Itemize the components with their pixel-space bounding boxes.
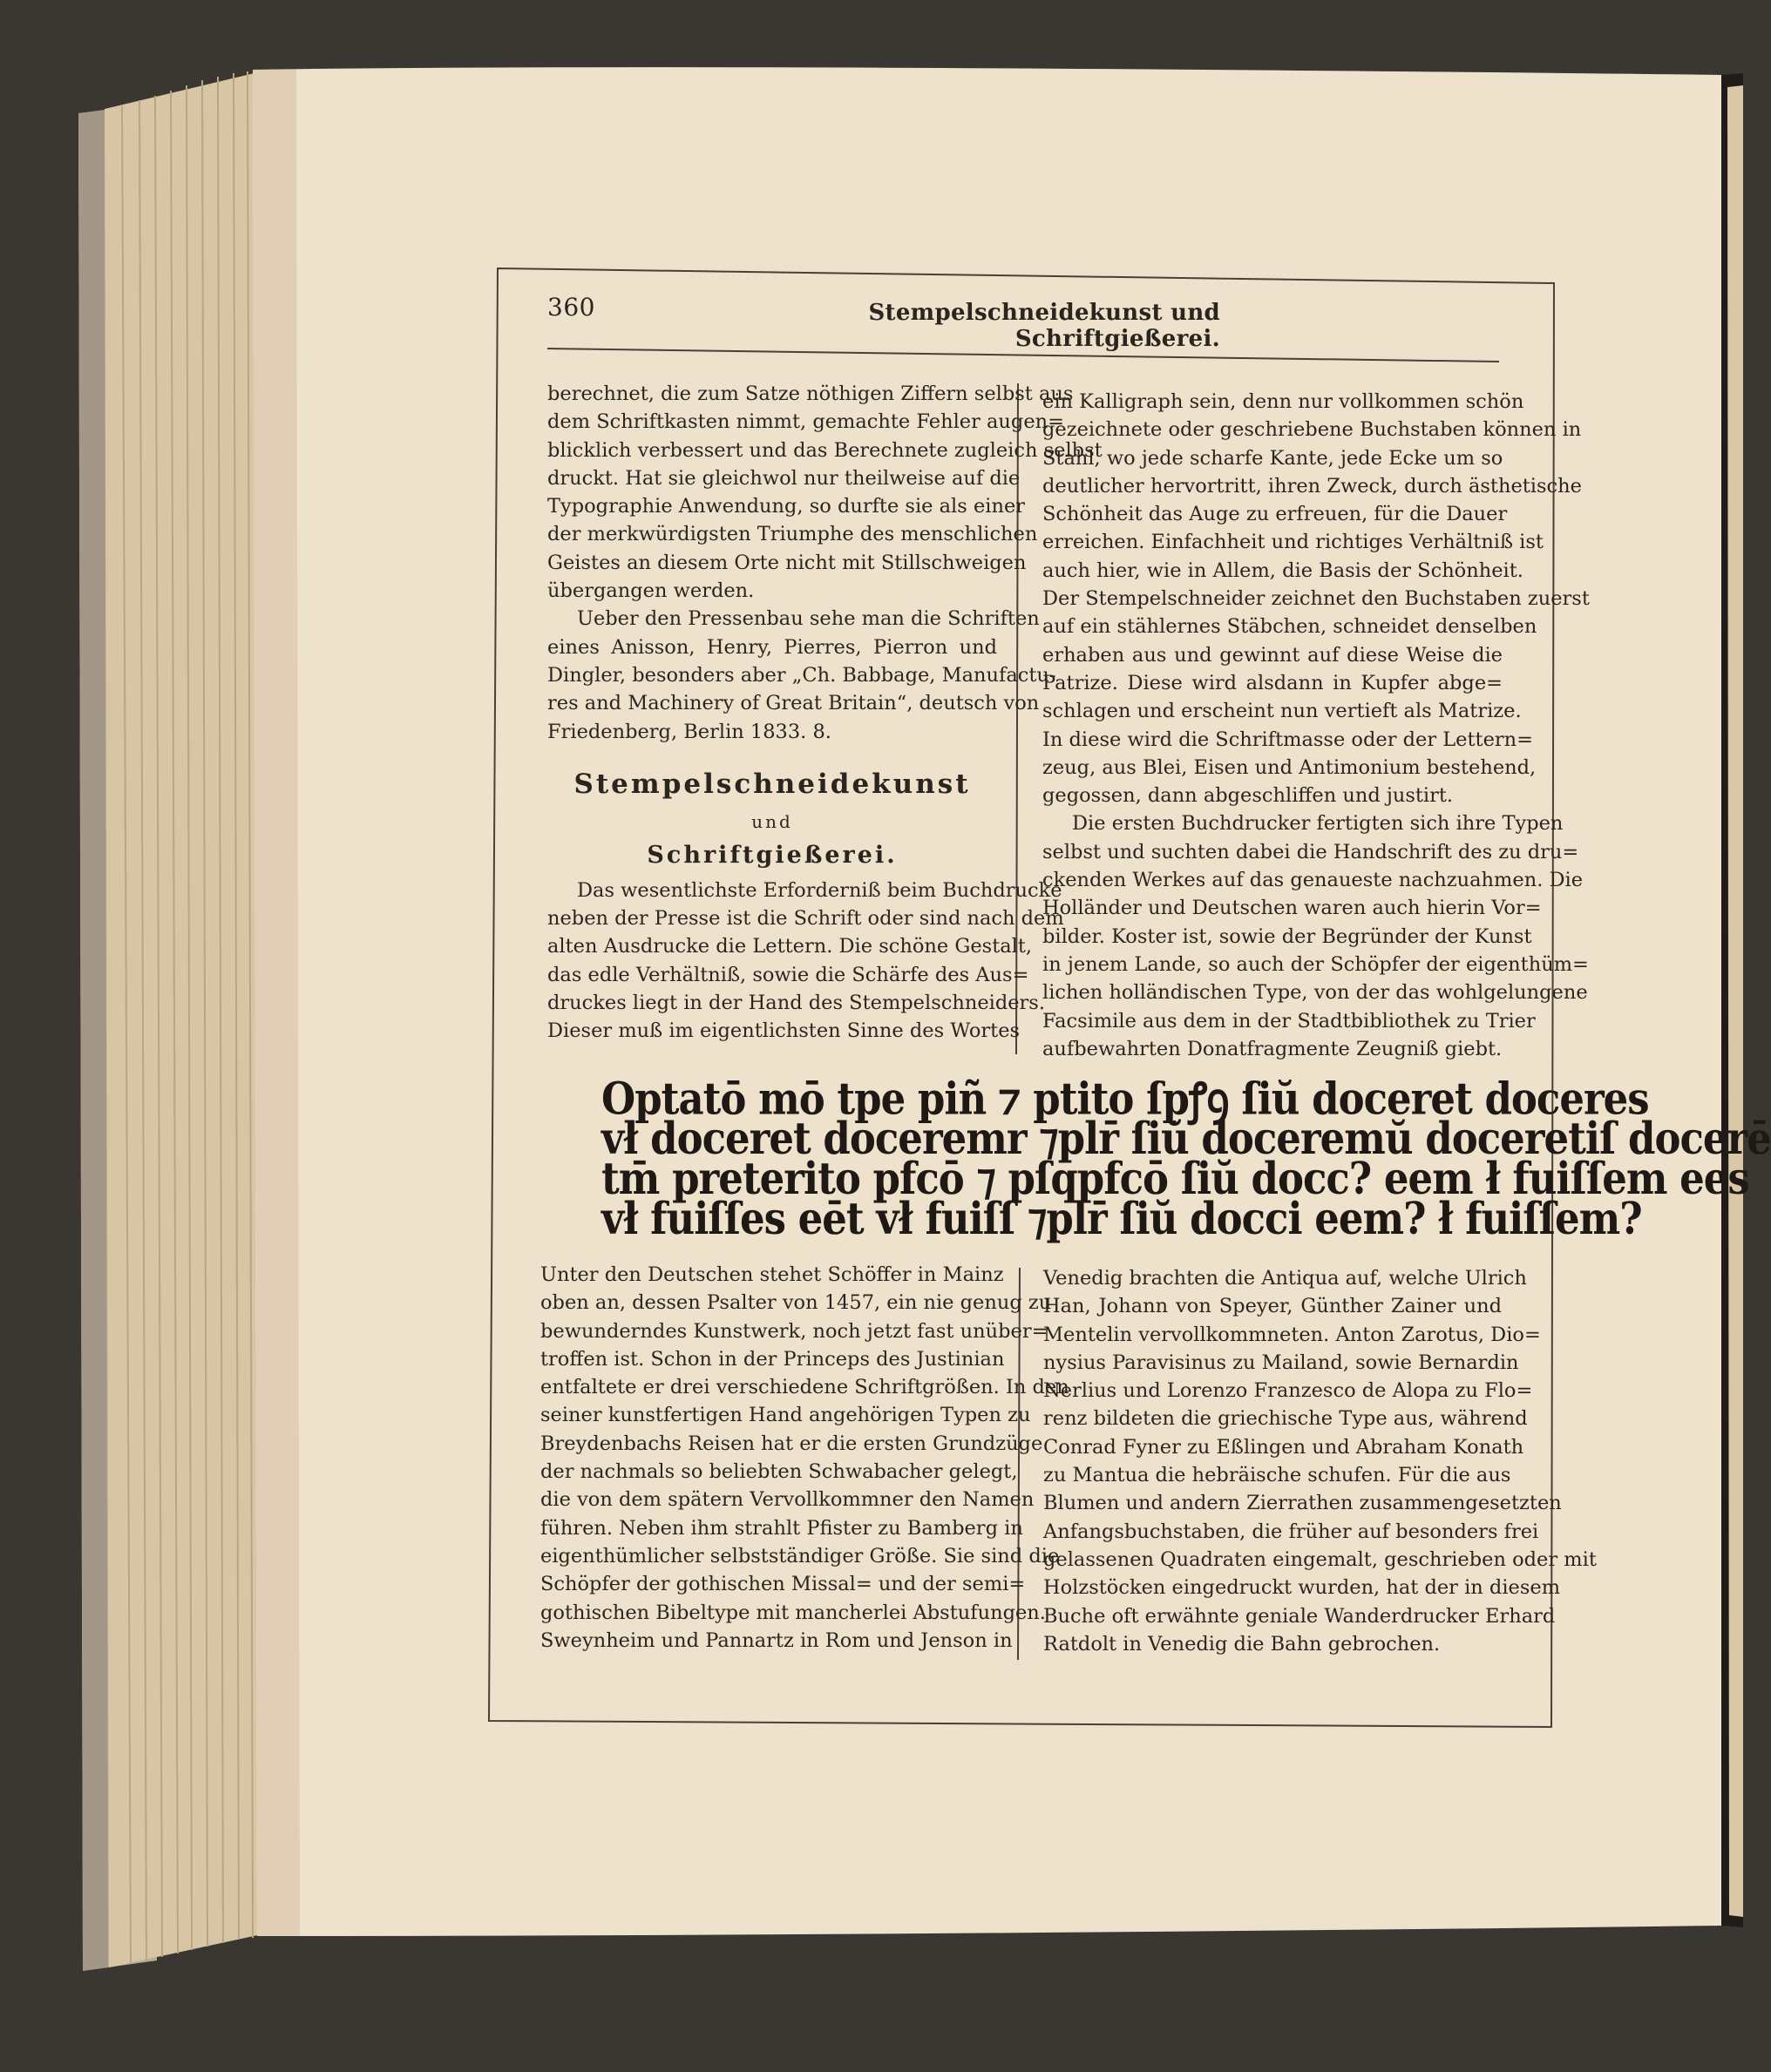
text-line: der merkwürdigsten Triumphe des menschlichen [547,523,1038,546]
text-line: auf ein stählernes Stäbchen, schneidet denselben [1042,615,1537,639]
text-line: Buche oft erwähnte geniale Wanderdrucker Erhard [1043,1604,1556,1628]
text-line: Breydenbachs Reisen hat er die ersten Grundzüge [540,1432,1043,1455]
text-line: Facsimile aus dem in der Stadtbibliothek zu Trier [1042,1009,1536,1033]
text-line: Dieser muß im eigentlichsten Sinne des Wortes [547,1019,1021,1043]
text-line: Venedig brachten die Antiqua auf, welche Ulrich [1043,1267,1527,1290]
text-line: Das wesentlichste Erforderniß beim Buchdrucke [577,878,1062,902]
text-line: zeug, aus Blei, Eisen und Antimonium bestehend, [1042,755,1537,779]
text-line: Conrad Fyner zu Eßlingen und Abraham Konath [1043,1435,1524,1459]
text-line: res and Machinery of Great Britain“, deutsch von [547,692,1040,715]
text-line: Mentelin vervollkommneten. Anton Zarotus, Dio= [1043,1323,1541,1346]
text-line: Geistes an diesem Orte nicht mit Stillschweigen [547,551,1027,574]
text-line: dem Schriftkasten nimmt, gemachte Fehler augen= [547,410,1064,434]
paragraph [547,877,1064,1046]
text-line: ein Kalligraph sein, denn nur vollkommen schön [1042,390,1524,413]
text-line: Unter den Deutschen stehet Schöffer in Mainz [540,1263,1004,1286]
paragraph [1042,809,1589,1063]
text-line: Nerlius und Lorenzo Franzesco de Alopa zu Flo= [1043,1379,1533,1403]
text-line: Schöpfer der gothischen Missal= und der semi= [540,1573,1026,1596]
section-title: Stempelschneidekunst [573,768,971,800]
specimen-line: Optatō mō tpe piñ ⁊ ptito ſpꝭꝯ ſiŭ doceret doceres [601,1073,1649,1125]
text-line: Ueber den Pressenbau sehe man die Schriften [577,607,1040,631]
text-line: erreichen. Einfachheit und richtiges Verhältniß ist [1042,531,1544,554]
text-line: schlagen und erscheint nun vertieft als Matrize. [1042,700,1522,723]
text-line: ckenden Werkes auf das genaueste nachzuahmen. Die [1042,869,1584,892]
text-line: Patrize. Diese wird alsdann in Kupfer abge= [1042,671,1503,694]
paragraph [540,1261,1069,1655]
text-line: erhaben aus und gewinnt auf diese Weise die [1042,643,1503,667]
text-line: Holzstöcken eingedruckt wurden, hat der in diesem [1043,1576,1561,1600]
blackletter-specimen [601,1073,1771,1245]
column-bottom-right [1043,1264,1597,1658]
text-line: lichen holländischen Type, von der das wohlgelungene [1042,981,1588,1005]
text-line: Schönheit das Auge zu erfreuen, für die Dauer [1042,503,1508,526]
paragraph [1042,388,1590,809]
paragraph [547,605,1056,745]
running-head: Stempelschneidekunst und Schriftgießerei. [868,300,1220,352]
text-line: berechnet, die zum Satze nöthigen Ziffern selbst aus [547,383,1074,405]
paragraph [1043,1264,1597,1658]
text-line: Dingler, besonders aber „Ch. Babbage, Manufactu- [547,663,1056,687]
paragraph [547,380,1103,605]
text-line: Holländer und Deutschen waren auch hierin Vor= [1042,897,1542,920]
text-line: Typographie Anwendung, so durfte sie als einer [547,495,1026,518]
text-line: auch hier, wie in Allem, die Basis der Schönheit. [1042,559,1523,582]
text-line: renz bildeten die griechische Type aus, während [1043,1407,1528,1431]
text-line: Sweynheim und Pannartz in Rom und Jenson in [540,1628,1013,1652]
text-line: oben an, dessen Psalter von 1457, ein nie genug zu [540,1291,1052,1315]
text-line: aufbewahrten Donatfragmente Zeugniß giebt. [1042,1037,1503,1060]
specimen-line: vł fuiſſes eēt vł fuiſſ ⁊plr̄ ſiŭ docci eem? ł fuiſſem? [601,1193,1642,1245]
specimen-line: tm̄ preterito pfcō ⁊ pſqpfcō ſiŭ docc? eem ł fuiſſem ees [601,1153,1749,1205]
text-line: Han, Johann von Speyer, Günther Zainer und [1043,1295,1502,1318]
text-line: zu Mantua die hebräische schufen. Für die aus [1043,1464,1511,1487]
section-subtitle: Schriftgießerei. [647,841,898,869]
text-line: druckes liegt in der Hand des Stempelschneiders. [547,992,1046,1015]
specimen-line: vł doceret doceremr ⁊plr̄ ſiŭ doceremŭ doceretiſ docerē [601,1113,1771,1165]
text-line: das edle Verhältniß, sowie die Schärfe des Aus= [547,963,1029,986]
column-top-left [547,380,1103,1046]
text-line: blicklich verbessert und das Berechnete zugleich selbst [547,438,1103,462]
text-line: gegossen, dann abgeschliffen und justirt. [1042,784,1454,808]
text-line: Friedenberg, Berlin 1833. 8. [547,720,831,743]
column-top-right [1042,388,1590,1063]
text-line: gothischen Bibeltype mit mancherlei Abstufungen. [540,1601,1046,1624]
text-line: druckt. Hat sie gleichwol nur theilweise auf die [547,466,1021,490]
text-line: neben der Presse ist die Schrift oder sind nach dem [547,907,1064,931]
text-line: In diese wird die Schriftmasse oder der Lettern= [1042,728,1533,751]
text-line: Stahl, wo jede scharfe Kante, jede Ecke um so [1042,446,1503,470]
text-line: in jenem Lande, so auch der Schöpfer der eigenthüm= [1042,952,1589,976]
column-bottom-left [540,1261,1069,1655]
text-line: eines Anisson, Henry, Pierres, Pierron und [547,635,997,659]
text-line: gelassenen Quadraten eingemalt, geschrieben oder mit [1043,1547,1597,1571]
text-line: deutlicher hervortritt, ihren Zweck, durch ästhetische [1042,474,1582,498]
text-line: die von dem spätern Vervollkommner den Namen [540,1488,1035,1512]
text-line: der nachmals so beliebten Schwabacher gelegt, [540,1460,1018,1484]
text-line: alten Ausdrucke die Lettern. Die schöne Gestalt, [547,935,1033,958]
text-line: Ratdolt in Venedig die Bahn gebrochen. [1043,1632,1441,1656]
page-number: 360 [547,293,595,322]
section-conjunction: und [751,810,793,832]
text-line: selbst und suchten dabei die Handschrift des zu dru= [1042,840,1579,863]
text-line: nysius Paravisinus zu Mailand, sowie Bernardin [1043,1351,1519,1374]
text-line: entfaltete er drei verschiedene Schriftgrößen. In den [540,1376,1069,1399]
text-line: seiner kunstfertigen Hand angehörigen Typen zu [540,1404,1031,1427]
text-line: Blumen und andern Zierrathen zusammengesetzten [1043,1492,1562,1515]
text-line: troffen ist. Schon in der Princeps des Justinian [540,1347,1005,1371]
text-line: bewunderndes Kunstwerk, noch jetzt fast unüber= [540,1319,1048,1343]
text-line: Anfangsbuchstaben, die früher auf besonders frei [1043,1520,1539,1543]
text-line: gezeichnete oder geschriebene Buchstaben können in [1042,418,1582,442]
text-line: Der Stempelschneider zeichnet den Buchstaben zuerst [1042,587,1590,611]
text-line: übergangen werden. [547,579,755,603]
text-line: führen. Neben ihm strahlt Pfister zu Bamberg in [540,1516,1023,1540]
text-line: bilder. Koster ist, sowie der Begründer der Kunst [1042,924,1532,948]
text-line: Die ersten Buchdrucker fertigten sich ihre Typen [1072,812,1564,836]
text-line: eigenthümlicher selbstständiger Größe. Sie sind die [540,1544,1060,1568]
